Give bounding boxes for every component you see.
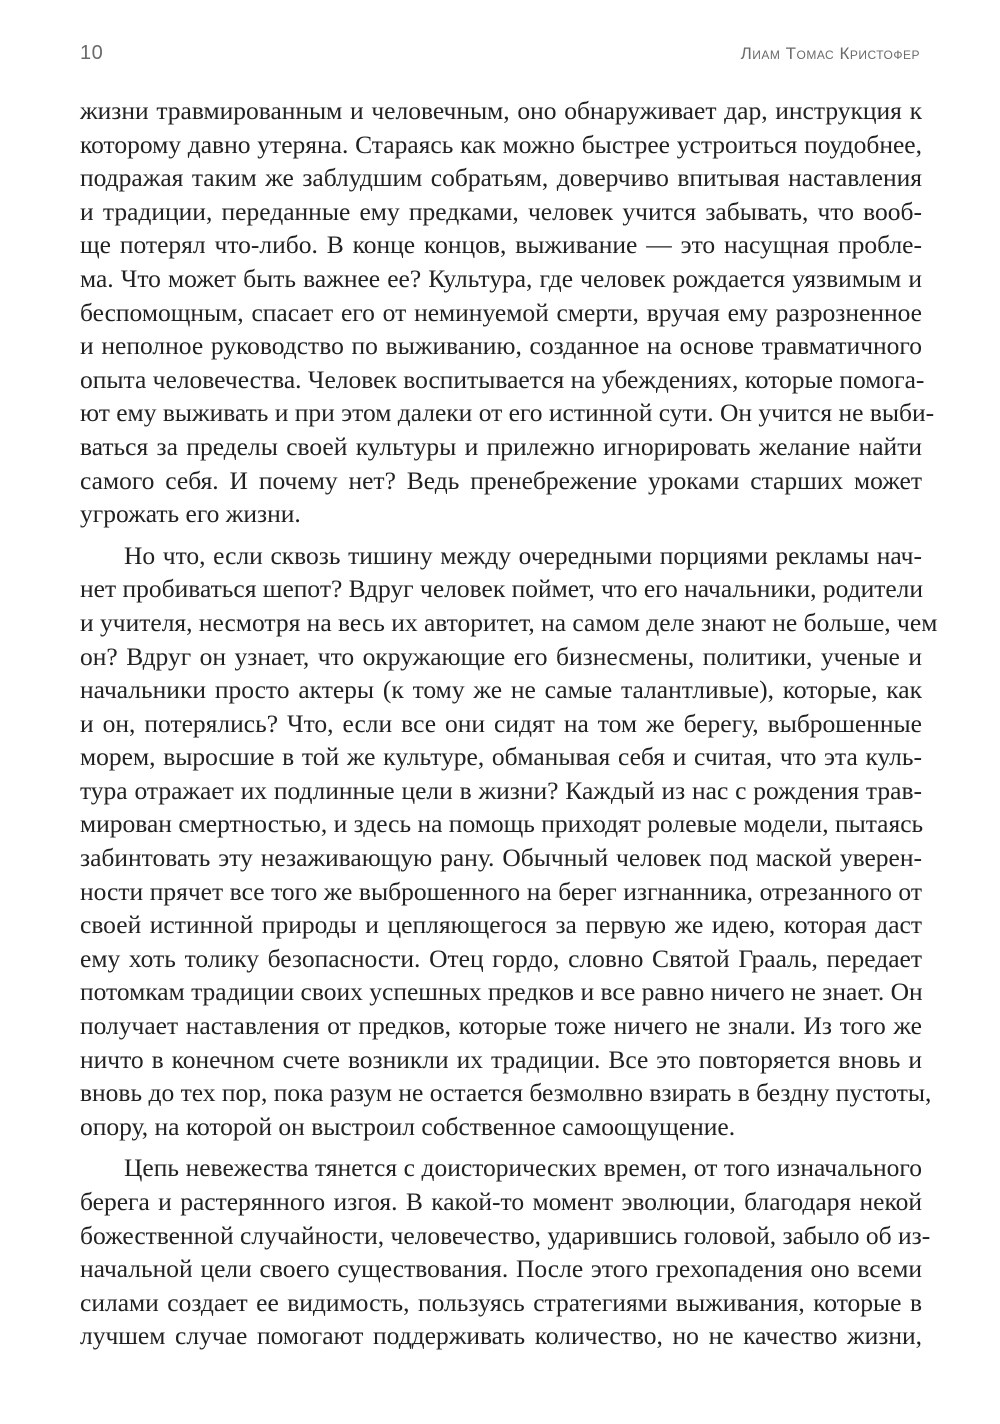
text-line: и неполное руководство по выживанию, созданное на основе травматичного — [80, 331, 922, 361]
text-line: тура отражает их подлинные цели в жизни? Каждый из нас с рождения трав- — [80, 775, 922, 805]
text-line: беспомощным, спасает его от неминуемой смерти, вручая ему разрозненное — [80, 297, 922, 327]
text-line: начальной цели своего существования. После этого грехопадения оно всеми — [80, 1254, 922, 1284]
text-line: начальники просто актеры (к тому же не самые талантливые), которые, как — [80, 675, 922, 705]
text-line: божественной случайности, человечество, ударившись головой, забыло об из- — [80, 1220, 931, 1250]
text-line: своей истинной природы и цепляющегося за первую же идею, которая даст — [80, 910, 922, 940]
text-line: Но что, если сквозь тишину между очередными порциями рекламы нач- — [124, 540, 922, 570]
paragraph-1 — [80, 94, 935, 531]
text-line: и учителя, несмотря на весь их авторитет, на самом деле знают не больше, чем — [80, 607, 938, 637]
text-line: подражая таким же заблудшим собратьям, доверчиво впитывая наставления — [80, 163, 922, 193]
text-line: морем, выросшие в той же культуре, обманывая себя и считая, что эта куль- — [80, 742, 922, 772]
text-line: опору, на которой он выстроил собственное самоощущение. — [80, 1111, 736, 1141]
text-line: самого себя. И почему нет? Ведь пренебрежение уроками старших может — [80, 465, 922, 495]
text-line: которому давно утеряна. Стараясь как можно быстрее устроиться поудобнее, — [80, 129, 922, 159]
text-line: ма. Что может быть важнее ее? Культура, где человек рождается уязвимым и — [80, 263, 922, 293]
text-line: угрожать его жизни. — [80, 499, 301, 529]
text-line: и традиции, переданные ему предками, человек учится забывать, что вооб- — [80, 196, 922, 226]
text-line: лучшем случае помогают поддерживать количество, но не качество жизни, — [80, 1321, 922, 1351]
text-line: ют ему выживать и при этом далеки от его истинной сути. Он учится не выби- — [80, 398, 935, 428]
text-line: получает наставления от предков, которые тоже ничего не знали. Из того же — [80, 1011, 922, 1041]
page-header — [80, 42, 920, 72]
text-line: мирован смертностью, и здесь на помощь приходят ролевые модели, пытаясь — [80, 809, 924, 839]
text-line: вновь до тех пор, пока разум не остается безмолвно взирать в бездну пустоты, — [80, 1078, 932, 1108]
text-line: он? Вдруг он узнает, что окружающие его бизнесмены, политики, ученые и — [80, 641, 922, 671]
text-line: ему хоть толику безопасности. Отец гордо, словно Святой Грааль, передает — [80, 943, 922, 973]
text-line: опыта человечества. Человек воспитывается на убеждениях, которые помога- — [80, 364, 925, 394]
body-text — [80, 94, 938, 1361]
text-line: забинтовать эту незаживающую рану. Обычный человек под маской уверен- — [80, 843, 922, 873]
text-line: ничто в конечном счете возникли их традиции. Все это повторяется вновь и — [80, 1044, 922, 1074]
text-line: ще потерял что-либо. В конце концов, выживание — это насущная пробле- — [80, 230, 922, 260]
running-head-author: Лиам Томас Кристофер — [740, 44, 920, 63]
text-line: ности прячет все того же выброшенного на берег изгнанника, отрезанного от — [80, 876, 922, 906]
paragraph-3 — [80, 1151, 931, 1353]
text-line: силами создает ее видимость, пользуясь стратегиями выживания, которые в — [80, 1287, 922, 1317]
text-line: ваться за пределы своей культуры и прилежно игнорировать желание найти — [80, 431, 922, 461]
text-line: жизни травмированным и человечным, оно обнаруживает дар, инструкция к — [80, 96, 922, 125]
paragraph-2 — [80, 539, 938, 1144]
page-number: 10 — [80, 42, 104, 64]
text-line: нет пробиваться шепот? Вдруг человек поймет, что его начальники, родители — [80, 574, 924, 604]
text-line: берега и растерянного изгоя. В какой-то момент эволюции, благодаря некой — [80, 1187, 922, 1216]
text-line: потомкам традиции своих успешных предков и все равно ничего не знает. Он — [80, 977, 923, 1007]
text-line: Цепь невежества тянется с доисторических времен, от того изначального — [124, 1153, 922, 1183]
text-line: и он, потерялись? Что, если все они сидят на том же берегу, выброшенные — [80, 708, 922, 738]
